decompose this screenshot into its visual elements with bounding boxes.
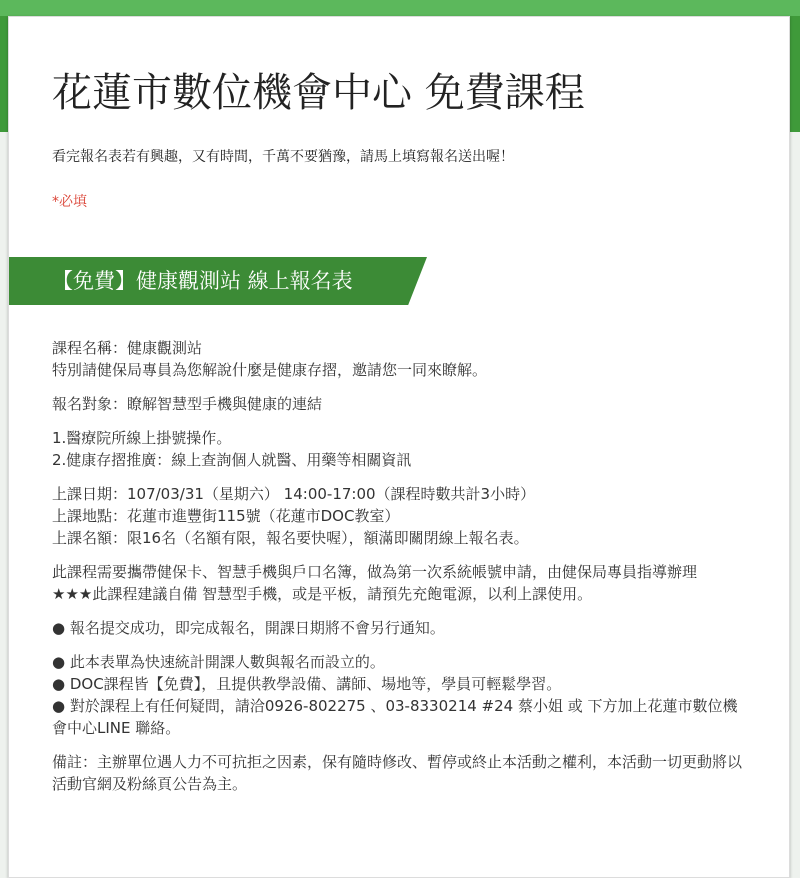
text-line: 特別請健保局專員為您解說什麼是健康存摺，邀請您一同來瞭解。	[52, 361, 488, 379]
text-line: ● DOC課程皆【免費】，且提供教學設備、講師、場地等，學員可輕鬆學習。	[52, 675, 562, 693]
text-line: 報名對象：瞭解智慧型手機與健康的連結	[52, 395, 323, 413]
paragraph-remarks	[52, 751, 752, 795]
paragraph-course-info	[52, 337, 752, 381]
text-line: 2.健康存摺推廣：線上查詢個人就醫、用藥等相關資訊	[52, 451, 412, 469]
text-line: 此課程需要攜帶健保卡、智慧手機與戶口名簿，做為第一次系統帳號申請，由健保局專員指導辦理	[52, 563, 698, 581]
paragraph-notes	[52, 651, 752, 739]
paragraph-confirmation	[52, 617, 752, 639]
text-line: ★★★此課程建議自備 智慧型手機，或是平板，請預先充飽電源，以利上課使用。	[52, 585, 593, 603]
text-line: 課程名稱：健康觀測站	[52, 339, 203, 357]
text-line: 備註：主辦單位遇人力不可抗拒之因素，保有隨時修改、暫停或終止本活動之權利，本活動一切更動將以活動官網及粉絲頁公告為主。	[52, 753, 743, 793]
form-description: 看完報名表若有興趣，又有時間，千萬不要猶豫，請馬上填寫報名送出喔！	[52, 149, 514, 165]
text-line: 1.醫療院所線上掛號操作。	[52, 429, 232, 447]
text-line: ● 對於課程上有任何疑問，請洽0926-802275 、03-8330214 #24 蔡小姐 或 下方加上花蓮市數位機會中心LINE 聯絡。	[52, 697, 738, 737]
text-line: 上課日期：107/03/31（星期六） 14:00-17:00（課程時數共計3小時）	[52, 485, 536, 503]
required-note: *必填	[52, 194, 87, 210]
paragraph-audience	[52, 393, 752, 415]
section-title: 【免費】健康觀測站 線上報名表	[52, 269, 353, 293]
paragraph-topics	[52, 427, 752, 471]
section-description	[52, 337, 752, 807]
form-card	[8, 16, 790, 878]
text-line: 上課地點：花蓮市進豐街115號（花蓮市DOC教室）	[52, 507, 400, 525]
form-title: 花蓮市數位機會中心 免費課程	[52, 70, 585, 116]
paragraph-schedule	[52, 483, 752, 549]
text-line: ● 此本表單為快速統計開課人數與報名而設立的。	[52, 653, 385, 671]
text-line: 上課名額：限16名（名額有限，報名要快喔），額滿即關閉線上報名表。	[52, 529, 529, 547]
text-line: ● 報名提交成功，即完成報名，開課日期將不會另行通知。	[52, 619, 445, 637]
paragraph-requirements	[52, 561, 752, 605]
header-top-strip	[0, 0, 800, 16]
